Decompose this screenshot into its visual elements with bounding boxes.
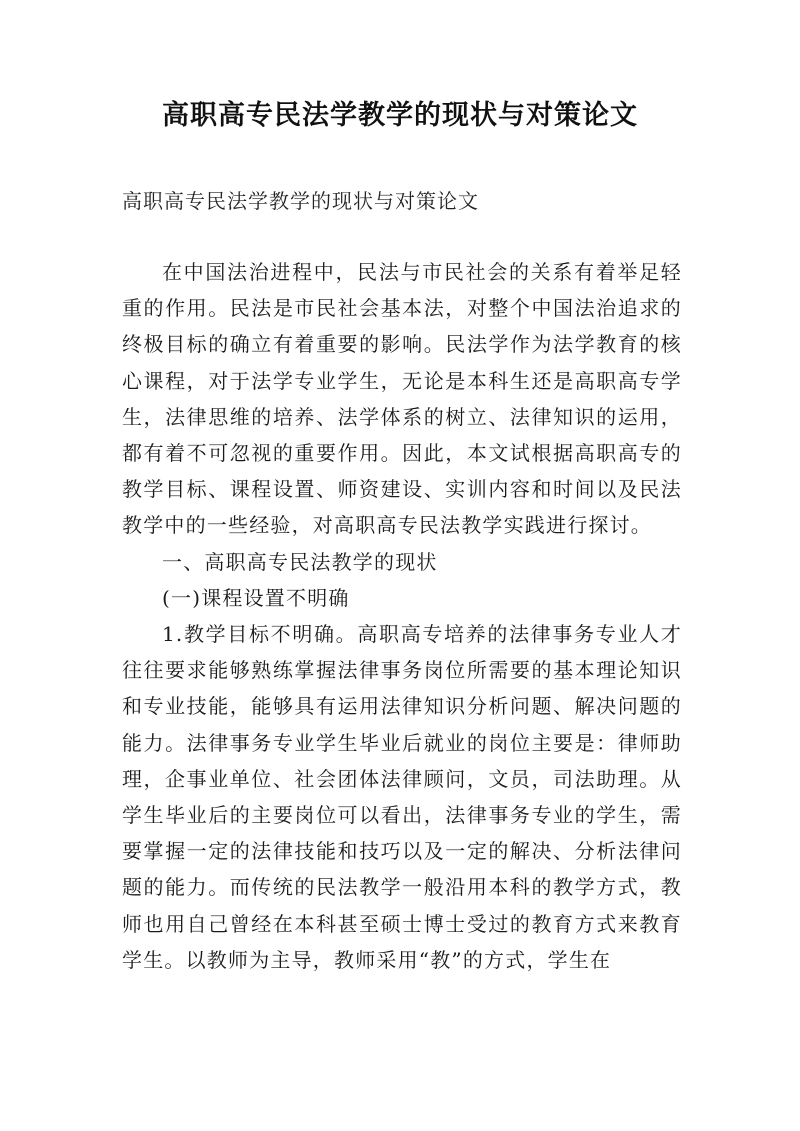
document-title: 高职高专民法学教学的现状与对策论文 bbox=[162, 100, 638, 131]
intro-paragraph: 在中国法治进程中，民法与市民社会的关系有着举足轻重的作用。民法是市民社会基本法，对整个中国法治追求的终极目标的确立有着重要的影响。民法学作为法学教育的核心课程，对于法学专业学生，无论是本科生还是高职高专学生，法律思维的培养、法学体系的树立、法律知识的运用，都有着不可忽视的重要作用。因此，本文试根据高职高专的教学目标、课程设置、师资建设、实训内容和时间以及民法教学中的一些经验，对高职高专民法教学实践进行探讨。 bbox=[122, 260, 682, 538]
subsection-heading: (一)课程设置不明确 bbox=[162, 585, 350, 610]
document-body bbox=[122, 254, 682, 978]
document-subtitle: 高职高专民法学教学的现状与对策论文 bbox=[122, 189, 479, 213]
body-paragraph: 1.教学目标不明确。高职高专培养的法律事务专业人才往往要求能够熟练掌握法律事务岗位所需要的基本理论知识和专业技能，能够具有运用法律知识分析问题、解决问题的能力。法律事务专业学生毕业后就业的岗位主要是：律师助理，企事业单位、社会团体法律顾问，文员，司法助理。从学生毕业后的主要岗位可以看出，法律事务专业的学生，需要掌握一定的法律技能和技巧以及一定的解决、分析法律问题的能力。而传统的民法教学一般沿用本科的教学方式，教师也用自己曾经在本科甚至硕士博士受过的教育方式来教育学生。以教师为主导，教师采用“教”的方式，学生在 bbox=[122, 622, 682, 972]
section-heading: 一、高职高专民法教学的现状 bbox=[162, 549, 438, 574]
